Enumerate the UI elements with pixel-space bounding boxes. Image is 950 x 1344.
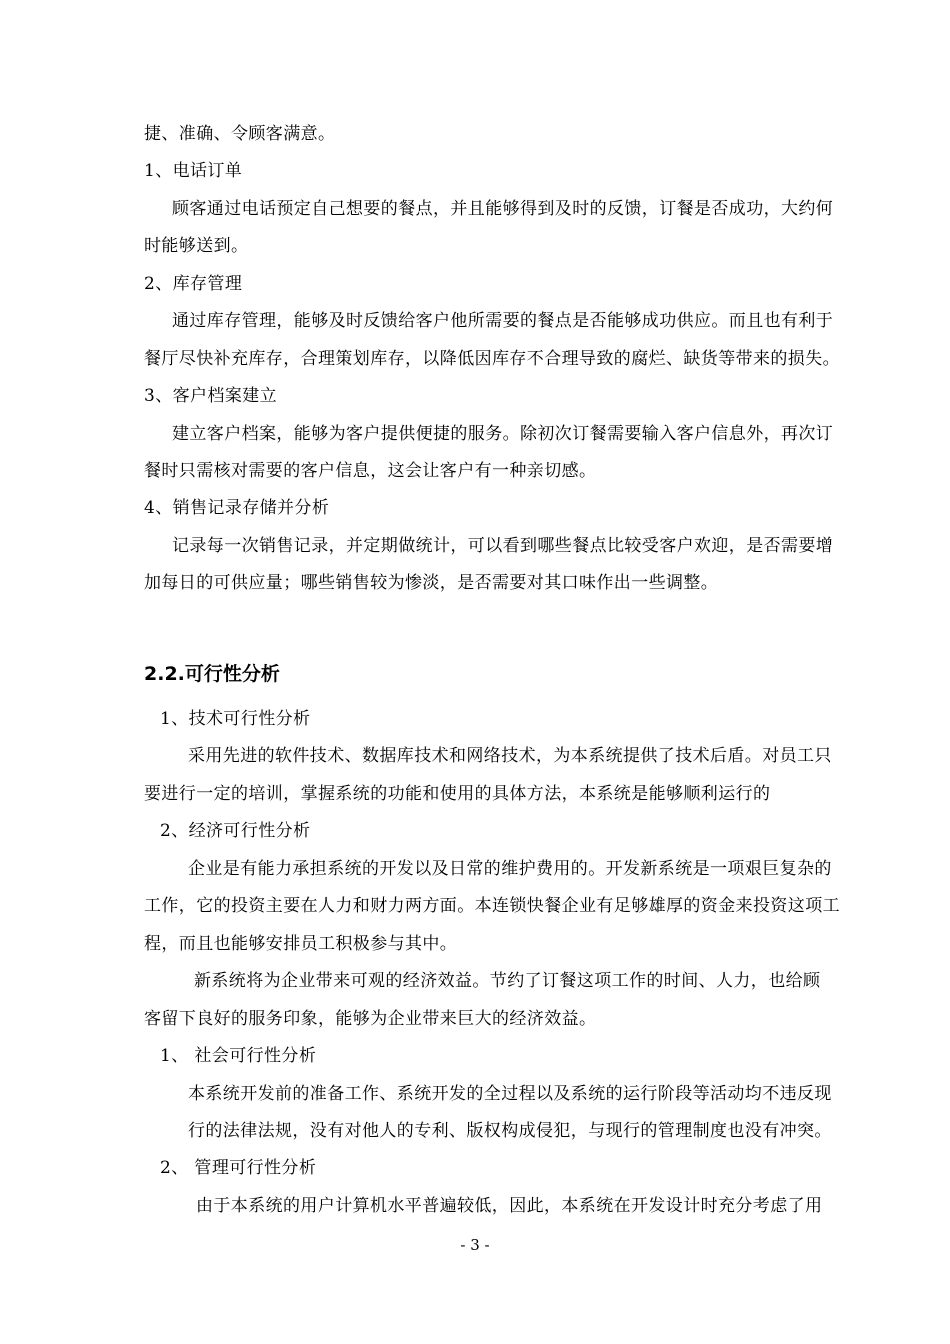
paragraph-line: 加每日的可供应量；哪些销售较为惨淡，是否需要对其口味作出一些调整。 bbox=[144, 573, 719, 593]
list-item-heading: 1、电话订单 bbox=[144, 161, 243, 181]
paragraph-line: 通过库存管理，能够及时反馈给客户他所需要的餐点是否能够成功供应。而且也有利于 bbox=[172, 311, 834, 331]
paragraph-line: 采用先进的软件技术、数据库技术和网络技术，为本系统提供了技术后盾。对员工只 bbox=[188, 746, 832, 766]
list-item-heading: 2、经济可行性分析 bbox=[160, 821, 311, 841]
paragraph-line: 时能够送到。 bbox=[144, 236, 249, 256]
paragraph-line: 记录每一次销售记录，并定期做统计，可以看到哪些餐点比较受客户欢迎，是否需要增 bbox=[172, 536, 834, 556]
paragraph-line: 餐时只需核对需要的客户信息，这会让客户有一种亲切感。 bbox=[144, 461, 597, 481]
paragraph-line: 工作，它的投资主要在人力和财力两方面。本连锁快餐企业有足够雄厚的资金来投资这项工 bbox=[144, 896, 840, 916]
list-item-heading: 2、 管理可行性分析 bbox=[160, 1158, 317, 1178]
paragraph-line: 程，而且也能够安排员工积极参与其中。 bbox=[144, 934, 458, 954]
paragraph-line: 建立客户档案，能够为客户提供便捷的服务。除初次订餐需要输入客户信息外，再次订 bbox=[172, 424, 834, 444]
paragraph-line: 新系统将为企业带来可观的经济效益。节约了订餐这项工作的时间、人力，也给顾 bbox=[194, 971, 821, 991]
list-item-heading: 1、 社会可行性分析 bbox=[160, 1046, 317, 1066]
paragraph-line: 本系统开发前的准备工作、系统开发的全过程以及系统的运行阶段等活动均不违反现 bbox=[188, 1084, 832, 1104]
paragraph-line: 企业是有能力承担系统的开发以及日常的维护费用的。开发新系统是一项艰巨复杂的 bbox=[188, 859, 832, 879]
paragraph-line: 捷、准确、令顾客满意。 bbox=[144, 124, 336, 144]
list-item-heading: 4、销售记录存储并分析 bbox=[144, 498, 330, 518]
page-number: - 3 - bbox=[460, 1236, 490, 1254]
paragraph-line: 餐厅尽快补充库存，合理策划库存，以降低因库存不合理导致的腐烂、缺货等带来的损失。 bbox=[144, 349, 840, 369]
section-heading: 2.2.可行性分析 bbox=[144, 663, 280, 685]
list-item-heading: 3、客户档案建立 bbox=[144, 386, 278, 406]
list-item-heading: 1、技术可行性分析 bbox=[160, 709, 311, 729]
list-item-heading: 2、库存管理 bbox=[144, 274, 243, 294]
paragraph-line: 由于本系统的用户计算机水平普遍较低，因此，本系统在开发设计时充分考虑了用 bbox=[196, 1196, 823, 1216]
paragraph-line: 要进行一定的培训，掌握系统的功能和使用的具体方法，本系统是能够顺利运行的 bbox=[144, 784, 771, 804]
paragraph-line: 顾客通过电话预定自己想要的餐点，并且能够得到及时的反馈，订餐是否成功，大约何 bbox=[172, 199, 834, 219]
paragraph-line: 行的法律法规，没有对他人的专利、版权构成侵犯，与现行的管理制度也没有冲突。 bbox=[188, 1121, 832, 1141]
paragraph-line: 客留下良好的服务印象，能够为企业带来巨大的经济效益。 bbox=[144, 1009, 597, 1029]
